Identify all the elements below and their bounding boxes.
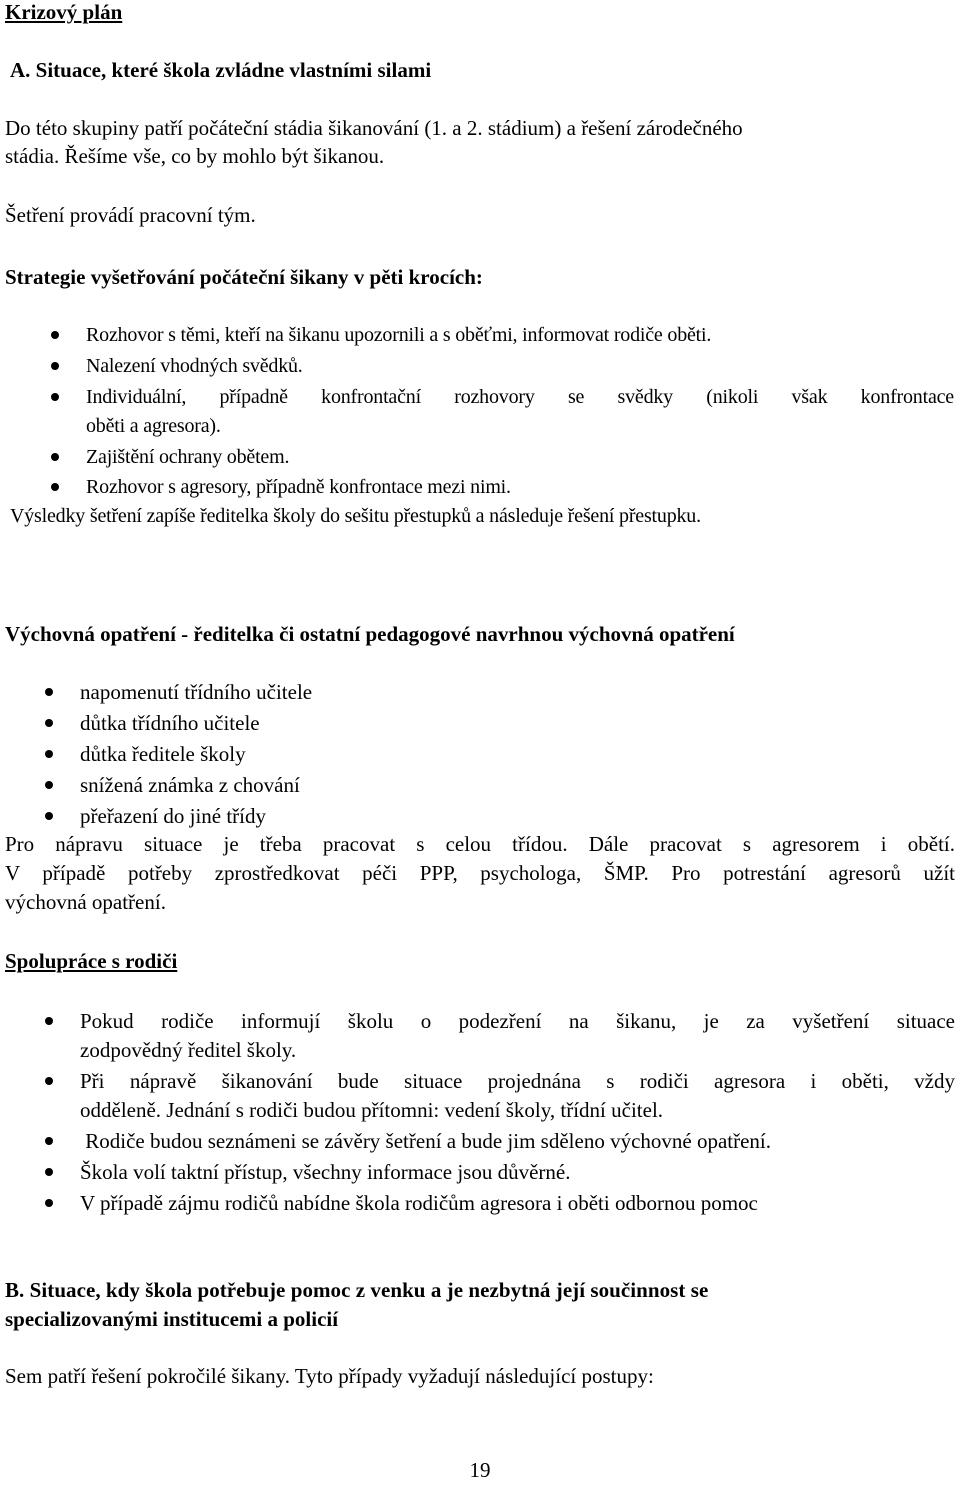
list-item: Rozhovor s těmi, kteří na šikanu upozornili a s oběťmi, informovat rodiče oběti. (86, 320, 711, 350)
list-item: důtka ředitele školy (80, 739, 246, 769)
section-b-heading-line-2: specializovanými institucemi a policií (5, 1307, 339, 1331)
section-b-heading-line-1: B. Situace, kdy škola potřebuje pomoc z venku a je nezbytná její součinnost se (5, 1278, 709, 1302)
measures-paragraph-line-2: V případě potřeby zprostředkovat péči PPP, psychologa, ŠMP. Pro potrestání agresorů užít (5, 861, 955, 885)
list-item-continuation: oběti a agresora). (86, 415, 221, 437)
measures-heading: Výchovná opatření - ředitelka či ostatní pedagogové navrhnou výchovná opatření (5, 622, 735, 646)
list-item: V případě zájmu rodičů nabídne škola rodičům agresora i oběti odbornou pomoc (80, 1188, 758, 1218)
section-a-intro-line-1: Do této skupiny patří počáteční stádia šikanování (1. a 2. stádium) a řešení zárodečného (5, 116, 743, 140)
list-item: napomenutí třídního učitele (80, 677, 312, 707)
section-a-team: Šetření provádí pracovní tým. (5, 203, 256, 227)
section-a-intro-line-2: stádia. Řešíme vše, co by mohlo být šikanou. (5, 144, 385, 168)
list-item: Individuální, případně konfrontační rozhovory se svědky (nikoli však konfrontace (86, 382, 954, 412)
list-item: Při nápravě šikanování bude situace projednána s rodiči agresora i oběti, vždy (80, 1066, 955, 1096)
list-item: Rodiče budou seznámeni se závěry šetření a bude jim sděleno výchovné opatření. (80, 1126, 771, 1156)
measures-paragraph-line-3: výchovná opatření. (5, 890, 166, 914)
measures-paragraph-line-1: Pro nápravu situace je třeba pracovat s celou třídou. Dále pracovat s agresorem i obětí. (5, 832, 955, 856)
section-b-text: Sem patří řešení pokročilé šikany. Tyto případy vyžadují následující postupy: (5, 1364, 654, 1388)
list-item-continuation: odděleně. Jednání s rodiči budou přítomni: vedení školy, třídní učitel. (80, 1098, 664, 1122)
list-item: Nalezení vhodných svědků. (86, 351, 303, 381)
list-item: Škola volí taktní přístup, všechny informace jsou důvěrné. (80, 1157, 571, 1187)
section-a-result: Výsledky šetření zapíše ředitelka školy do sešitu přestupků a následuje řešení přestupku. (10, 505, 701, 527)
section-a-heading: A. Situace, které škola zvládne vlastními silami (10, 58, 432, 82)
list-item: Zajištění ochrany obětem. (86, 442, 289, 472)
list-item-continuation: zodpovědný ředitel školy. (80, 1038, 297, 1062)
list-item: důtka třídního učitele (80, 708, 260, 738)
list-item: Rozhovor s agresory, případně konfrontace mezi nimi. (86, 472, 511, 502)
page-title: Krizový plán (5, 0, 123, 24)
parents-heading: Spolupráce s rodiči (5, 949, 178, 973)
list-item: snížená známka z chování (80, 770, 300, 800)
page-number: 19 (469, 1458, 491, 1482)
list-item: přeřazení do jiné třídy (80, 801, 266, 831)
strategy-heading: Strategie vyšetřování počáteční šikany v pěti krocích: (5, 265, 483, 289)
list-item: Pokud rodiče informují školu o podezření na šikanu, je za vyšetření situace (80, 1006, 955, 1036)
